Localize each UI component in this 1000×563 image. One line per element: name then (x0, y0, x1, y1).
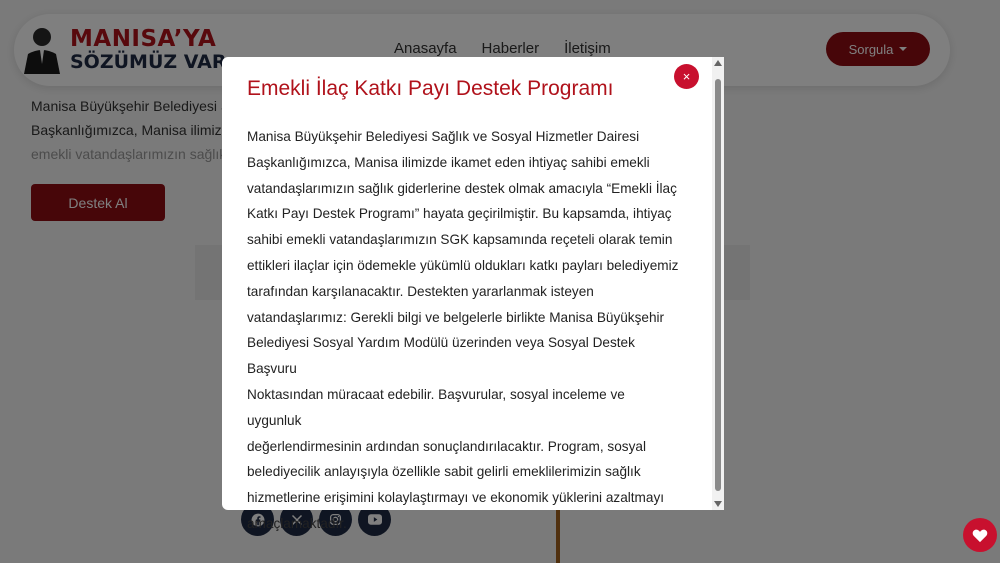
scroll-down-arrow-icon[interactable] (714, 501, 722, 507)
body-line: sahibi emekli vatandaşlarımızın SGK kapsamında reçeteli olarak temin (247, 232, 673, 248)
heart-icon (972, 528, 988, 543)
info-modal (222, 57, 724, 531)
body-line: Noktasından müracaat edebilir. Başvurular, sosyal inceleme ve uygunluk (247, 386, 625, 428)
body-line: Katkı Payı Destek Programı” hayata geçirilmiştir. Bu kapsamda, ihtiyaç (247, 206, 672, 222)
body-line: vatandaşlarımız: Gerekli bilgi ve belgelerle birlikte Manisa Büyükşehir (247, 309, 665, 325)
modal-scrollbar[interactable] (712, 57, 724, 510)
body-line: vatandaşlarımızın sağlık giderlerine destek olmak amacıyla “Emekli İlaç (247, 180, 677, 196)
body-line: hizmetlerine erişimini kolaylaştırmayı ve ekonomik yüklerini azaltmayı (247, 490, 665, 506)
modal-body (247, 124, 682, 537)
body-line: amaçlamaktadır. (247, 515, 347, 531)
close-button[interactable]: × (674, 64, 699, 89)
modal-title: Emekli İlaç Katkı Payı Destek Programı (247, 77, 614, 100)
body-line: Belediyesi Sosyal Yardım Modülü üzerinden veya Sosyal Destek Başvuru (247, 335, 635, 377)
body-line: Başkanlığımızca, Manisa ilimizde ikamet eden ihtiyaç sahibi emekli (247, 154, 650, 170)
body-line: ettikleri ilaçlar için ödemekle yükümlü oldukları katkı payları belediyemiz (247, 257, 679, 273)
body-line: belediyecilik anlayışıyla özellikle sabit gelirli emeklilerimizin sağlık (247, 464, 641, 480)
favorite-heart-button[interactable] (963, 518, 997, 552)
body-line: Manisa Büyükşehir Belediyesi Sağlık ve Sosyal Hizmetler Dairesi (247, 129, 640, 144)
scroll-up-arrow-icon[interactable] (714, 60, 722, 66)
body-line: tarafından karşılanacaktır. Destekten yararlanmak isteyen (247, 283, 594, 299)
body-line: değerlendirmesinin ardından sonuçlandırılacaktır. Program, sosyal (247, 438, 646, 454)
scrollbar-thumb[interactable] (715, 79, 721, 491)
